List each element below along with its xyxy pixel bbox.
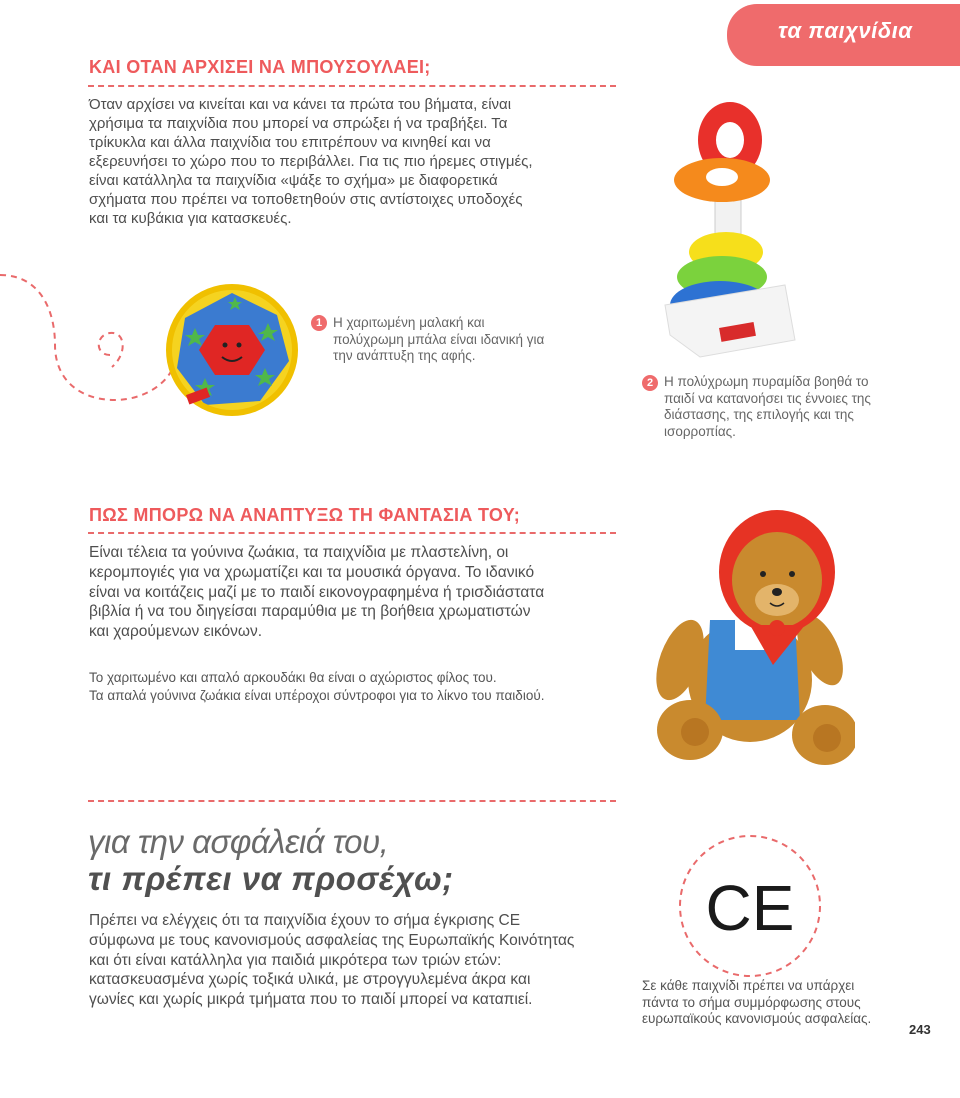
teddy-bear-illustration — [655, 500, 855, 775]
section-heading-crawling: ΚΑΙ ΟΤΑΝ ΑΡΧΙΣΕΙ ΝΑ ΜΠΟΥΣΟΥΛΑΕΙ; — [89, 57, 431, 77]
paragraph-safety: Πρέπει να ελέγχεις ότι τα παιχνίδια έχουν το σήμα έγκρισης CE σύμφωνα με τους κανονισμούς ασφαλείας της Ευρωπαϊκής Κοινότητας και ότι είναι κατάλληλα για παιδιά μικρότερα των τριών ετών: κατασκευασμένα χωρίς τοξικά υλικά, με στρογγυλεμένα άκρα και γωνίες και χωρίς μικρά τμήματα που το παιδί μπορεί να καταπιεί. — [89, 912, 575, 1009]
soft-ball-illustration — [165, 283, 300, 418]
caption-number-badge: 2 — [642, 375, 658, 391]
ce-mark-badge — [670, 826, 830, 986]
caption-soft-ball: Η χαριτωμένη μαλακή και πολύχρωμη μπάλα είναι ιδανική για την ανάπτυξη της αφής. — [333, 315, 545, 363]
section-tab-label: τα παιχνίδια — [778, 18, 913, 43]
paragraph-crawling: Όταν αρχίσει να κινείται και να κάνει τα πρώτα του βήματα, είναι χρήσιμα τα παιχνίδια που μπορεί να σπρώξει ή να τραβήξει. Τα τρίκυκλα και άλλα παιχνίδια του επιτρέπουν να κινηθεί και να εξερευνήσει το χώρο που το περιβάλλει. Για τις πιο ήρεμες στιγμές, είναι κατάλληλα τα παιχνίδια «ψάξε το σχήμα» με διαφορετικά σχήματα που πρέπει να τοποθετηθούν στις αντίστοιχες υποδοχές και τα κυβάκια για κατασκευές. — [89, 96, 533, 227]
paragraph-imagination: Είναι τέλεια τα γούνινα ζωάκια, τα παιχνίδια με πλαστελίνη, οι κερομπογιές για να χρωματίζει και τα μουσικά όργανα. Το ιδανικό είναι να κοιτάζεις μαζί με το παιδί εικονογραφημένα ή τρισδιάστατα βιβλία ή να του διηγείσαι παραμύθια με τη βοήθεια χρωματιστών και χαρούμενων εικόνων. — [89, 544, 545, 641]
stacking-rings-pyramid-illustration — [660, 95, 800, 365]
safety-title-line1: για την ασφάλειά του, — [88, 823, 389, 860]
dashed-divider — [88, 532, 616, 534]
dashed-divider — [88, 85, 616, 87]
safety-title-line2: τι πρέπει να προσέχω; — [88, 860, 454, 897]
caption-number-badge: 1 — [311, 315, 327, 331]
ce-mark-text: CE — [705, 872, 795, 944]
section-heading-imagination: ΠΩΣ ΜΠΟΡΩ ΝΑ ΑΝΑΠΤΥΞΩ ΤΗ ΦΑΝΤΑΣΙΑ ΤΟΥ; — [89, 505, 520, 525]
dashed-divider — [88, 800, 616, 802]
caption-pyramid: Η πολύχρωμη πυραμίδα βοηθά το παιδί να κατανοήσει τις έννοιες της διάστασης, της επιλογής και της ισορροπίας. — [664, 374, 871, 439]
caption-ce: Σε κάθε παιχνίδι πρέπει να υπάρχει πάντα το σήμα συμμόρφωσης στους ευρωπαϊκούς κανονισμούς ασφαλείας. — [642, 978, 872, 1026]
caption-teddy: Το χαριτωμένο και απαλό αρκουδάκι θα είναι ο αχώριστος φίλος του. Τα απαλά γούνινα ζωάκια είναι υπέροχοι σύντροφοι για το λίκνο του παιδιού. — [89, 670, 545, 703]
page-number: 243 — [909, 1022, 931, 1037]
